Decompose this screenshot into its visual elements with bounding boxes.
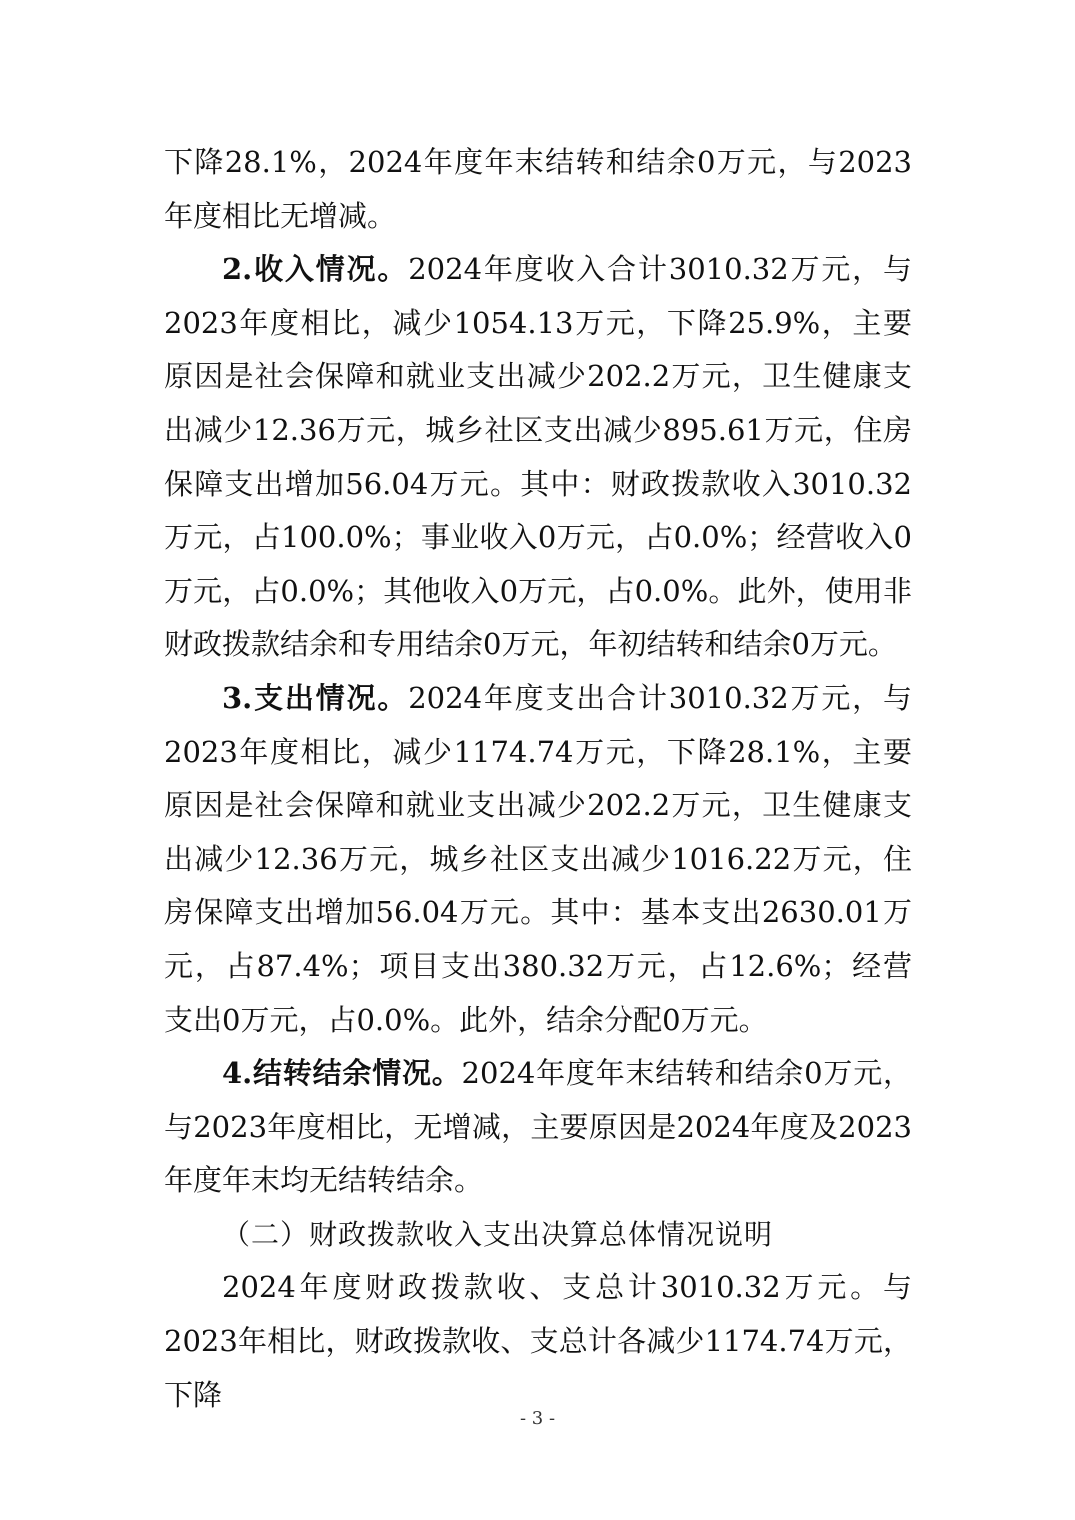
section-heading-text: （二）财政拨款收入支出决算总体情况说明	[222, 1217, 774, 1251]
section-heading	[164, 1208, 912, 1262]
paragraph-text: 下降28.1%，2024年度年末结转和结余0万元，与2023年度相比无增减。	[164, 145, 912, 233]
paragraph-text: 2024年度年末结转和结余0万元，与2023年度相比，无增减，主要原因是2024年度及2023年度年末均无结转结余。	[164, 1056, 912, 1198]
paragraph-income	[164, 243, 912, 672]
paragraph-expenditure	[164, 672, 912, 1047]
document-body	[164, 136, 912, 1422]
paragraph-carryover	[164, 1047, 912, 1208]
paragraph-label: 3.支出情况。	[222, 680, 409, 715]
paragraph-text: 2024年度收入合计3010.32万元，与2023年度相比，减少1054.13万元，下降25.9%，主要原因是社会保障和就业支出减少202.2万元，卫生健康支出减少12.36万元，城乡社区支出减少895.61万元，住房保障支出增加56.04万元。其中：财政拨款收入3010.32万元，占100.0%；事业收入0万元，占0.0%；经营收入0万元，占0.0%；其他收入0万元，占0.0%。此外，使用非财政拨款结余和专用结余0万元，年初结转和结余0万元。	[164, 252, 912, 662]
page-number: - 3 -	[519, 1408, 556, 1429]
paragraph-fiscal-overview	[164, 1261, 912, 1422]
paragraph-continuation	[164, 136, 912, 243]
paragraph-text: 2024年度支出合计3010.32万元，与2023年度相比，减少1174.74万元，下降28.1%，主要原因是社会保障和就业支出减少202.2万元，卫生健康支出减少12.36万元，城乡社区支出减少1016.22万元，住房保障支出增加56.04万元。其中：基本支出2630.01万元，占87.4%；项目支出380.32万元，占12.6%；经营支出0万元，占0.0%。此外，结余分配0万元。	[164, 680, 912, 1037]
paragraph-label: 4.结转结余情况。	[222, 1056, 462, 1091]
paragraph-text: 2024年度财政拨款收、支总计3010.32万元。与2023年相比，财政拨款收、支总计各减少1174.74万元，下降	[164, 1270, 912, 1412]
paragraph-label: 2.收入情况。	[222, 252, 409, 287]
